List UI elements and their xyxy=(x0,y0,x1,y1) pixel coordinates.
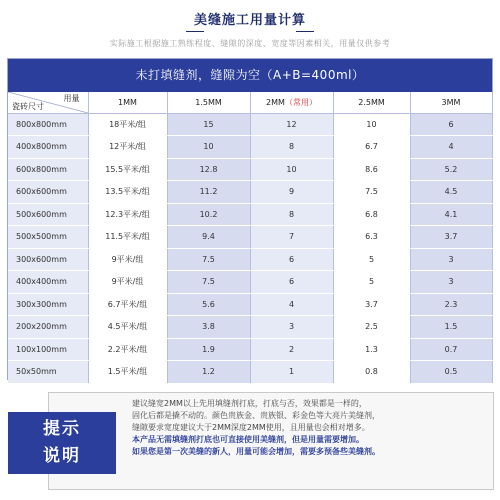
tile-size-cell: 50x50mm xyxy=(8,361,88,384)
usage-2-5mm-cell: 6.8 xyxy=(333,203,410,226)
corner-usage-label: 用量 xyxy=(63,94,80,103)
tile-size-cell: 300x600mm xyxy=(8,248,88,271)
tip-badge-line1: 提示 xyxy=(43,419,81,439)
title-underline-left xyxy=(186,31,204,32)
usage-3mm-cell: 3 xyxy=(410,271,492,294)
usage-2-5mm-cell: 10 xyxy=(333,113,410,136)
usage-2mm-cell: 8 xyxy=(250,136,333,159)
usage-2-5mm-cell: 8.6 xyxy=(333,158,410,181)
tile-size-cell: 300x300mm xyxy=(8,293,88,316)
table-row xyxy=(8,203,492,226)
tile-size-cell: 800x800mm xyxy=(8,113,88,136)
table-row xyxy=(8,338,492,361)
col-header-2-5mm: 2.5MM xyxy=(333,92,410,113)
usage-3mm-cell: 4.1 xyxy=(410,203,492,226)
usage-1mm-cell: 1.5平米/组 xyxy=(88,361,167,384)
usage-2mm-cell: 6 xyxy=(250,248,333,271)
tile-size-cell: 600x800mm xyxy=(8,158,88,181)
usage-1mm-cell: 9平米/组 xyxy=(88,271,167,294)
usage-2-5mm-cell: 5 xyxy=(333,248,410,271)
col-header-3mm: 3MM xyxy=(410,92,492,113)
tile-size-cell: 200x200mm xyxy=(8,316,88,339)
usage-1mm-cell: 12平米/组 xyxy=(88,136,167,159)
usage-2mm-cell: 1 xyxy=(250,361,333,384)
usage-2mm-cell: 3 xyxy=(250,316,333,339)
usage-2-5mm-cell: 6.7 xyxy=(333,136,410,159)
usage-1-5mm-cell: 7.5 xyxy=(167,248,250,271)
table-row xyxy=(8,113,492,136)
usage-2-5mm-cell: 7.5 xyxy=(333,181,410,204)
tip-line-5: 如果您是第一次美缝的新人，用量可能会增加，需要多预备些美缝剂。 xyxy=(132,447,380,456)
usage-2-5mm-cell: 5 xyxy=(333,271,410,294)
usage-3mm-cell: 6 xyxy=(410,113,492,136)
corner-cell xyxy=(8,92,88,113)
table-banner: 未打填缝剂，缝隙为空（A+B=400ml） xyxy=(8,59,492,92)
usage-1-5mm-cell: 12.8 xyxy=(167,158,250,181)
usage-3mm-cell: 0.7 xyxy=(410,338,492,361)
usage-1mm-cell: 2.2平米/组 xyxy=(88,338,167,361)
tile-size-cell: 400x800mm xyxy=(8,136,88,159)
usage-2mm-cell: 7 xyxy=(250,226,333,249)
usage-1-5mm-cell: 1.9 xyxy=(167,338,250,361)
usage-2-5mm-cell: 3.7 xyxy=(333,293,410,316)
usage-grid xyxy=(8,92,493,384)
tile-size-cell: 100x100mm xyxy=(8,338,88,361)
col-header-2mm xyxy=(250,92,333,113)
usage-1-5mm-cell: 7.5 xyxy=(167,271,250,294)
page-title: 美缝施工用量计算 xyxy=(193,13,306,28)
tip-line-2: 固化后都是撬不动的。颜色贵族金、贵族银、彩金色等大亮片美缝剂， xyxy=(132,411,380,420)
usage-2-5mm-cell: 2.5 xyxy=(333,316,410,339)
usage-1-5mm-cell: 9.4 xyxy=(167,226,250,249)
tip-badge xyxy=(8,412,116,474)
usage-1-5mm-cell: 3.8 xyxy=(167,316,250,339)
usage-2mm-cell: 2 xyxy=(250,338,333,361)
usage-2mm-cell: 12 xyxy=(250,113,333,136)
usage-2mm-cell: 10 xyxy=(250,158,333,181)
usage-3mm-cell: 5.2 xyxy=(410,158,492,181)
usage-2-5mm-cell: 0.8 xyxy=(333,361,410,384)
tip-line-4: 本产品无需填缝剂打底也可直接使用美缝剂，但是用量需要增加。 xyxy=(132,435,364,444)
usage-2mm-cell: 4 xyxy=(250,293,333,316)
usage-1mm-cell: 12.3平米/组 xyxy=(88,203,167,226)
usage-1-5mm-cell: 15 xyxy=(167,113,250,136)
col-header-1-5mm: 1.5MM xyxy=(167,92,250,113)
usage-1mm-cell: 9平米/组 xyxy=(88,248,167,271)
tile-size-cell: 500x500mm xyxy=(8,226,88,249)
usage-1-5mm-cell: 10.2 xyxy=(167,203,250,226)
usage-2mm-cell: 9 xyxy=(250,181,333,204)
usage-3mm-cell: 4 xyxy=(410,136,492,159)
tip-text xyxy=(132,398,490,458)
usage-table xyxy=(7,58,493,380)
usage-3mm-cell: 3 xyxy=(410,248,492,271)
usage-3mm-cell: 1.5 xyxy=(410,316,492,339)
table-row xyxy=(8,361,492,384)
usage-2-5mm-cell: 6.3 xyxy=(333,226,410,249)
table-row xyxy=(8,181,492,204)
usage-1mm-cell: 13.5平米/组 xyxy=(88,181,167,204)
usage-1-5mm-cell: 10 xyxy=(167,136,250,159)
tip-line-3: 缝隙要求宽度建议大于2MM深度2MM使用，且用量也会相对增多。 xyxy=(132,423,370,432)
table-row xyxy=(8,293,492,316)
corner-size-label: 瓷砖尺寸 xyxy=(12,101,44,111)
table-row xyxy=(8,316,492,339)
table-row xyxy=(8,248,492,271)
common-badge: （常用） xyxy=(284,97,317,107)
usage-1mm-cell: 6.7平米/组 xyxy=(88,293,167,316)
page-subtitle: 实际施工根据施工熟练程度、缝隙的深度、宽度等因素相关，用量仅供参考 xyxy=(109,39,391,48)
tile-size-cell: 400x400mm xyxy=(8,271,88,294)
usage-1-5mm-cell: 11.2 xyxy=(167,181,250,204)
usage-1-5mm-cell: 1.2 xyxy=(167,361,250,384)
table-row xyxy=(8,226,492,249)
tip-line-1: 建议缝宽2MM以上先用填缝剂打底，打底与否，效果都是一样的， xyxy=(132,399,367,408)
tile-size-cell: 600x600mm xyxy=(8,181,88,204)
table-row xyxy=(8,158,492,181)
usage-3mm-cell: 3.7 xyxy=(410,226,492,249)
table-row xyxy=(8,136,492,159)
usage-1mm-cell: 15.5平米/组 xyxy=(88,158,167,181)
table-row xyxy=(8,271,492,294)
usage-1mm-cell: 18平米/组 xyxy=(88,113,167,136)
usage-2-5mm-cell: 1.3 xyxy=(333,338,410,361)
col-header-2mm-label: 2MM xyxy=(266,97,285,107)
title-underline-right xyxy=(296,31,314,32)
usage-3mm-cell: 4.5 xyxy=(410,181,492,204)
usage-2mm-cell: 8 xyxy=(250,203,333,226)
usage-3mm-cell: 0.5 xyxy=(410,361,492,384)
col-header-1mm: 1MM xyxy=(88,92,167,113)
usage-1mm-cell: 4.5平米/组 xyxy=(88,316,167,339)
tile-size-cell: 500x600mm xyxy=(8,203,88,226)
page-header xyxy=(0,0,500,56)
usage-3mm-cell: 2.3 xyxy=(410,293,492,316)
usage-1-5mm-cell: 5.6 xyxy=(167,293,250,316)
table-header-row xyxy=(8,92,492,113)
tip-badge-line2: 说明 xyxy=(43,446,81,466)
usage-1mm-cell: 11.5平米/组 xyxy=(88,226,167,249)
usage-2mm-cell: 6 xyxy=(250,271,333,294)
